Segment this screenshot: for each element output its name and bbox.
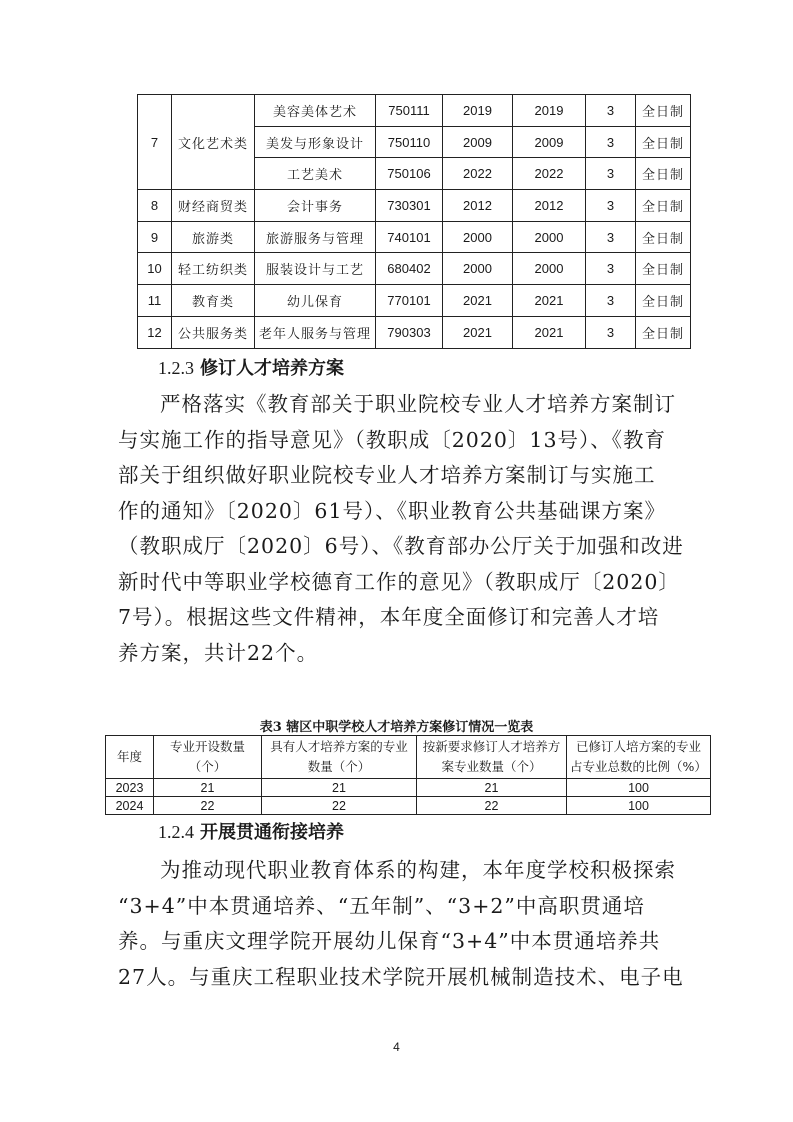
major-name-cell: 美容美体艺术 bbox=[255, 95, 376, 127]
major-name-cell: 幼儿保育 bbox=[255, 285, 376, 317]
year-cell: 2019 bbox=[513, 95, 586, 127]
year-cell: 2000 bbox=[443, 221, 513, 253]
year-cell: 2000 bbox=[513, 221, 586, 253]
table-cell: 22 bbox=[262, 797, 417, 815]
section-1-2-3-paragraph bbox=[118, 387, 684, 671]
year-cell: 2019 bbox=[443, 95, 513, 127]
column-header: 已修订人培方案的专业占专业总数的比例（%） bbox=[567, 736, 711, 779]
length-cell: 3 bbox=[586, 95, 636, 127]
paragraph-line: “3+4”中本贯通培养、“五年制”、“3+2”中高职贯通培 bbox=[118, 893, 645, 918]
length-cell: 3 bbox=[586, 221, 636, 253]
paragraph-line: 作的通知》〔2020〕61号）、《职业教育公共基础课方案》 bbox=[118, 498, 667, 523]
category-cell: 财经商贸类 bbox=[172, 190, 255, 222]
row-number: 7 bbox=[138, 95, 172, 190]
row-number: 8 bbox=[138, 190, 172, 222]
table-cell: 21 bbox=[262, 779, 417, 797]
mode-cell: 全日制 bbox=[636, 221, 691, 253]
section-1-2-4-paragraph bbox=[118, 853, 684, 995]
year-cell: 2009 bbox=[443, 126, 513, 158]
major-code-cell: 750110 bbox=[376, 126, 443, 158]
paragraph-line: 部关于组织做好职业院校专业人才培养方案制订与实施工 bbox=[118, 463, 656, 487]
table3-caption: 表3 辖区中职学校人才培养方案修订情况一览表 bbox=[259, 720, 534, 735]
major-code-cell: 730301 bbox=[376, 190, 443, 222]
major-code-cell: 740101 bbox=[376, 221, 443, 253]
major-name-cell: 旅游服务与管理 bbox=[255, 221, 376, 253]
year-cell: 2021 bbox=[443, 316, 513, 348]
page-number: 4 bbox=[393, 1040, 400, 1054]
major-code-cell: 750106 bbox=[376, 158, 443, 190]
year-cell: 2012 bbox=[513, 190, 586, 222]
major-name-cell: 服装设计与工艺 bbox=[255, 253, 376, 285]
category-cell: 轻工纺织类 bbox=[172, 253, 255, 285]
column-header: 年度 bbox=[106, 736, 154, 779]
length-cell: 3 bbox=[586, 190, 636, 222]
table-row bbox=[138, 316, 691, 348]
length-cell: 3 bbox=[586, 285, 636, 317]
table-cell: 2023 bbox=[106, 779, 154, 797]
major-list-table bbox=[137, 94, 691, 349]
major-name-cell: 美发与形象设计 bbox=[255, 126, 376, 158]
length-cell: 3 bbox=[586, 158, 636, 190]
category-cell: 旅游类 bbox=[172, 221, 255, 253]
paragraph-line: 严格落实《教育部关于职业院校专业人才培养方案制订 bbox=[160, 392, 676, 416]
mode-cell: 全日制 bbox=[636, 316, 691, 348]
mode-cell: 全日制 bbox=[636, 95, 691, 127]
year-cell: 2000 bbox=[513, 253, 586, 285]
mode-cell: 全日制 bbox=[636, 285, 691, 317]
paragraph-line: 养。与重庆文理学院开展幼儿保育“3+4”中本贯通培养共 bbox=[118, 929, 661, 953]
row-number: 9 bbox=[138, 221, 172, 253]
section-title: 修订人才培养方案 bbox=[200, 358, 344, 379]
column-header: 具有人才培养方案的专业数量（个） bbox=[262, 736, 417, 779]
table-cell: 2024 bbox=[106, 797, 154, 815]
table-cell: 21 bbox=[154, 779, 262, 797]
category-cell: 教育类 bbox=[172, 285, 255, 317]
section-heading-1-2-4 bbox=[158, 818, 344, 844]
year-cell: 2022 bbox=[513, 158, 586, 190]
paragraph-line: （教职成厅〔2020〕6号）、《教育部办公厅关于加强和改进 bbox=[118, 534, 684, 558]
year-cell: 2021 bbox=[513, 285, 586, 317]
section-number: 1.2.4 bbox=[158, 822, 194, 842]
table-row bbox=[138, 253, 691, 285]
table-row bbox=[138, 190, 691, 222]
section-number: 1.2.3 bbox=[158, 358, 194, 378]
length-cell: 3 bbox=[586, 316, 636, 348]
major-code-cell: 790303 bbox=[376, 316, 443, 348]
mode-cell: 全日制 bbox=[636, 158, 691, 190]
table-cell: 21 bbox=[417, 779, 567, 797]
length-cell: 3 bbox=[586, 126, 636, 158]
table-cell: 100 bbox=[567, 779, 711, 797]
table-cell: 22 bbox=[154, 797, 262, 815]
year-cell: 2000 bbox=[443, 253, 513, 285]
row-number: 11 bbox=[138, 285, 172, 317]
major-code-cell: 770101 bbox=[376, 285, 443, 317]
row-number: 10 bbox=[138, 253, 172, 285]
mode-cell: 全日制 bbox=[636, 126, 691, 158]
major-name-cell: 老年人服务与管理 bbox=[255, 316, 376, 348]
table-header-row bbox=[106, 736, 711, 779]
year-cell: 2021 bbox=[513, 316, 586, 348]
paragraph-line: 27人。与重庆工程职业技术学院开展机械制造技术、电子电 bbox=[118, 964, 684, 989]
length-cell: 3 bbox=[586, 253, 636, 285]
mode-cell: 全日制 bbox=[636, 253, 691, 285]
table-row bbox=[138, 285, 691, 317]
table-cell: 22 bbox=[417, 797, 567, 815]
revision-status-table bbox=[105, 735, 711, 815]
column-header: 按新要求修订人才培养方案专业数量（个） bbox=[417, 736, 567, 779]
year-cell: 2009 bbox=[513, 126, 586, 158]
year-cell: 2012 bbox=[443, 190, 513, 222]
category-cell: 公共服务类 bbox=[172, 316, 255, 348]
paragraph-line: 与实施工作的指导意见》（教职成〔2020〕13号）、《教育 bbox=[118, 427, 667, 452]
table-row bbox=[106, 779, 711, 797]
year-cell: 2021 bbox=[443, 285, 513, 317]
section-heading-1-2-3 bbox=[158, 354, 344, 380]
major-name-cell: 工艺美术 bbox=[255, 158, 376, 190]
major-code-cell: 750111 bbox=[376, 95, 443, 127]
category-cell: 文化艺术类 bbox=[172, 95, 255, 190]
table-row bbox=[138, 95, 691, 127]
table-row bbox=[106, 797, 711, 815]
table-row bbox=[138, 221, 691, 253]
paragraph-line: 养方案，共计22个。 bbox=[118, 640, 319, 665]
mode-cell: 全日制 bbox=[636, 190, 691, 222]
section-title: 开展贯通衔接培养 bbox=[200, 822, 344, 843]
column-header: 专业开设数量（个） bbox=[154, 736, 262, 779]
paragraph-line: 7号）。根据这些文件精神，本年度全面修订和完善人才培 bbox=[118, 605, 660, 629]
year-cell: 2022 bbox=[443, 158, 513, 190]
row-number: 12 bbox=[138, 316, 172, 348]
paragraph-line: 为推动现代职业教育体系的构建，本年度学校积极探索 bbox=[160, 858, 676, 882]
paragraph-line: 新时代中等职业学校德育工作的意见》（教职成厅〔2020〕 bbox=[118, 569, 680, 594]
major-name-cell: 会计事务 bbox=[255, 190, 376, 222]
major-code-cell: 680402 bbox=[376, 253, 443, 285]
table-cell: 100 bbox=[567, 797, 711, 815]
